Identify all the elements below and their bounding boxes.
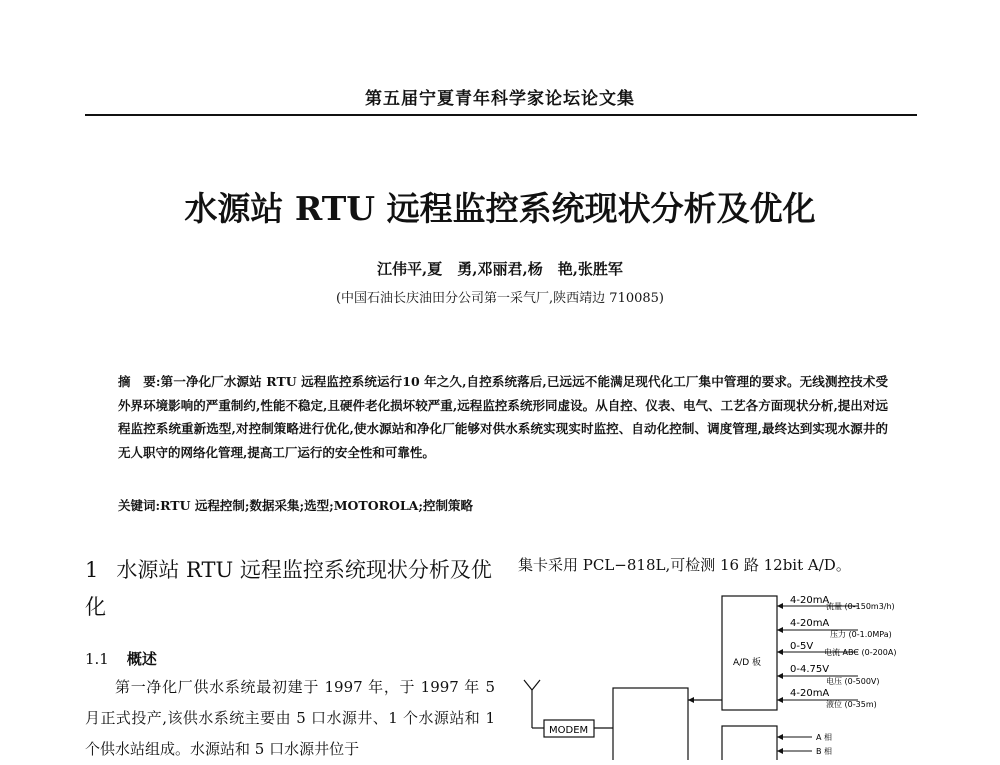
ad-board-box (722, 596, 777, 710)
arrow-head (777, 748, 783, 754)
arrow-head (777, 627, 783, 633)
right-column-intro: 集卡采用 PCL−818L,可检测 16 路 12bit A/D。 (518, 556, 851, 574)
input-signal: 0-5V (790, 641, 814, 652)
subsection-title: 概述 (126, 650, 157, 668)
arrow-head (688, 697, 694, 703)
running-header: 第五届宁夏青年科学家论坛论文集 (365, 89, 635, 109)
subsection-number: 1.1 (85, 650, 109, 668)
section-title: 水源站 RTU 远程监控系统现状分析及优化 (85, 558, 492, 619)
arrow-head (777, 734, 783, 740)
body-paragraph: 第一净化厂供水系统最初建于 1997 年，于 1997 年 5 月正式投产,该供水系统主要由 5 口水源井、1 个水源站和 1 个供水站组成。水源站和 5 口水源井位于 (85, 678, 495, 758)
input-desc: 电流 ABC (0-200A) (824, 648, 897, 657)
input-signal: 0-4.75V (790, 664, 830, 675)
affiliation: (中国石油长庆油田分公司第一采气厂,陕西靖边 710085) (335, 291, 665, 306)
input-desc: 电压 (0-500V) (826, 677, 880, 686)
input-desc: 压力 (0-1.0MPa) (830, 630, 892, 639)
authors: 江伟平,夏 勇,邓丽君,杨 艳,张胜军 (377, 260, 623, 278)
input-desc: 流量 (0-150m3/h) (826, 602, 895, 611)
keywords-text: RTU 远程控制;数据采集;选型;MOTOROLA;控制策略 (160, 498, 473, 513)
paper-title: 水源站 RTU 远程监控系统现状分析及优化 (184, 189, 816, 228)
input-signal: 4-20mA (790, 595, 830, 606)
arrow-head (777, 603, 783, 609)
ad-board-label: A/D 板 (733, 658, 761, 668)
controller-box (613, 688, 688, 760)
lower-box (722, 726, 777, 760)
arrow-head (777, 673, 783, 679)
modem-label: MODEM (549, 725, 589, 736)
section-number: 1 (85, 558, 99, 582)
antenna-icon (524, 680, 544, 728)
abstract-label: 摘 要: (118, 374, 161, 389)
input-desc: A 相 (816, 733, 833, 742)
input-signal: 4-20mA (790, 618, 830, 629)
keywords-label: 关键词: (118, 498, 161, 513)
arrow-head (777, 649, 783, 655)
arrow-head (777, 697, 783, 703)
input-signal: 4-20mA (790, 688, 830, 699)
abstract-text: 第一净化厂水源站 RTU 远程监控系统运行10 年之久,自控系统落后,已远远不能满足现代化工厂集中管理的要求。无线测控技术受外界环境影响的严重制约,性能不稳定,且硬件老化损坏较严重,远程监控系统形同虚设。从自控、仪表、电气、工艺各方面现状分析,提出对远程监控系统重新选型,对控制策略进行优化,使水源站和净化厂能够对供水系统实现实时监控、自动化控制、调度管理,最终达到实现水源井的无人职守的网络化管理,提高工厂运行的安全性和可靠性。 (118, 374, 889, 460)
input-desc: B 相 (816, 747, 833, 756)
input-desc: 液位 (0-35m) (826, 700, 877, 709)
